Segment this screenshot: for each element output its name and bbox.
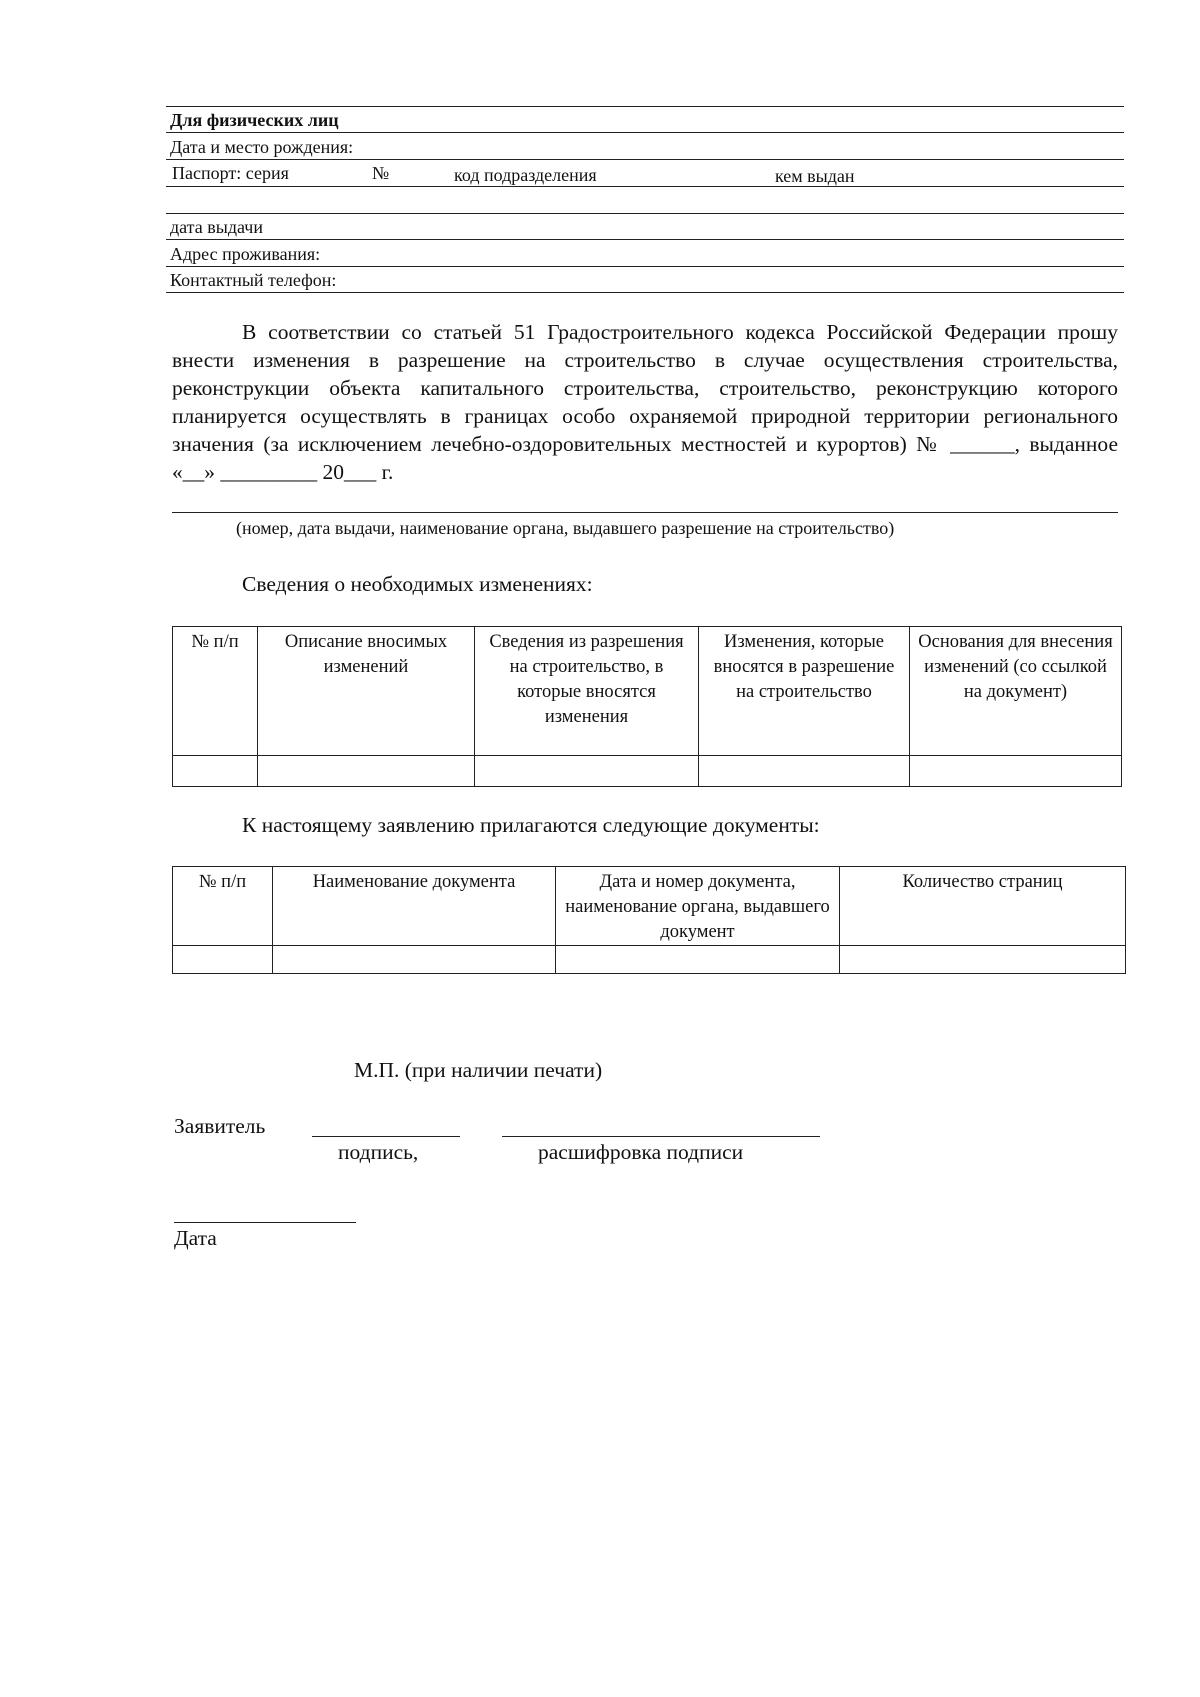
column-header: № п/п bbox=[173, 627, 258, 756]
table-cell[interactable] bbox=[840, 946, 1126, 974]
division-code-label: код подразделения bbox=[454, 165, 597, 185]
table-cell[interactable] bbox=[910, 756, 1122, 787]
table-cell[interactable] bbox=[273, 946, 556, 974]
request-paragraph: В соответствии со статьей 51 Градостроительного кодекса Российской Федерации прошу внести изменения в разрешение на строительство в случае осуществления строительства, реконструкции объекта капитального строительства, строительство, реконструкцию которого планируется осуществлять в границах особо охраняемой природной территории регионального значения (за исключением лечебно-оздоровительных местностей и курортов) № ______, выданное «__» _________ 20___ г. bbox=[172, 320, 1118, 484]
table-row bbox=[173, 756, 1122, 787]
table-cell[interactable] bbox=[258, 756, 475, 787]
address-label: Адрес проживания: bbox=[170, 244, 321, 264]
birth-label: Дата и место рождения: bbox=[170, 137, 354, 157]
changes-table bbox=[172, 626, 1122, 787]
permit-details-line bbox=[172, 512, 1118, 513]
column-header: Дата и номер документа, наименование органа, выдавшего документ bbox=[556, 867, 840, 946]
column-header: Основания для внесения изменений (со ссылкой на документ) bbox=[910, 627, 1122, 756]
table-header-row bbox=[173, 867, 1126, 946]
column-header: Наименование документа bbox=[273, 867, 556, 946]
applicant-label: Заявитель bbox=[174, 1114, 266, 1138]
phone-label: Контактный телефон: bbox=[170, 270, 337, 290]
table-header-row bbox=[173, 627, 1122, 756]
date-label: Дата bbox=[174, 1226, 217, 1250]
table-cell[interactable] bbox=[173, 756, 258, 787]
signature-decode-caption: расшифровка подписи bbox=[538, 1140, 744, 1164]
permit-details-caption: (номер, дата выдачи, наименование органа, выдавшего разрешение на строительство) bbox=[236, 518, 895, 538]
rule-birth bbox=[166, 159, 1124, 160]
column-header: Изменения, которые вносятся в разрешение на строительство bbox=[699, 627, 910, 756]
passport-number-label: № bbox=[372, 163, 390, 183]
table-cell[interactable] bbox=[556, 946, 840, 974]
rule-heading bbox=[166, 132, 1124, 133]
attachments-table-title: К настоящему заявлению прилагаются следующие документы: bbox=[242, 813, 820, 837]
top-rule bbox=[166, 106, 1124, 107]
rule-issue-date bbox=[166, 239, 1124, 240]
issued-by-label: кем выдан bbox=[775, 166, 855, 186]
table-row bbox=[173, 946, 1126, 974]
column-header: Описание вносимых изменений bbox=[258, 627, 475, 756]
date-line bbox=[174, 1222, 356, 1223]
rule-passport-continued bbox=[166, 213, 1124, 214]
signature-decode-line bbox=[502, 1136, 820, 1137]
column-header: № п/п bbox=[173, 867, 273, 946]
rule-passport bbox=[166, 186, 1124, 187]
changes-table-title: Сведения о необходимых изменениях: bbox=[242, 572, 593, 596]
signature-line bbox=[312, 1136, 460, 1137]
table-cell[interactable] bbox=[475, 756, 699, 787]
column-header: Сведения из разрешения на строительство, в которые вносятся изменения bbox=[475, 627, 699, 756]
rule-phone bbox=[166, 292, 1124, 293]
stamp-note: М.П. (при наличии печати) bbox=[354, 1058, 603, 1082]
table-cell[interactable] bbox=[173, 946, 273, 974]
column-header: Количество страниц bbox=[840, 867, 1126, 946]
issue-date-label: дата выдачи bbox=[170, 217, 263, 237]
signature-caption: подпись, bbox=[338, 1140, 419, 1164]
attachments-table bbox=[172, 866, 1126, 974]
table-cell[interactable] bbox=[699, 756, 910, 787]
personal-heading: Для физических лиц bbox=[170, 110, 339, 130]
rule-address bbox=[166, 266, 1124, 267]
passport-series-label: Паспорт: серия bbox=[172, 163, 289, 183]
